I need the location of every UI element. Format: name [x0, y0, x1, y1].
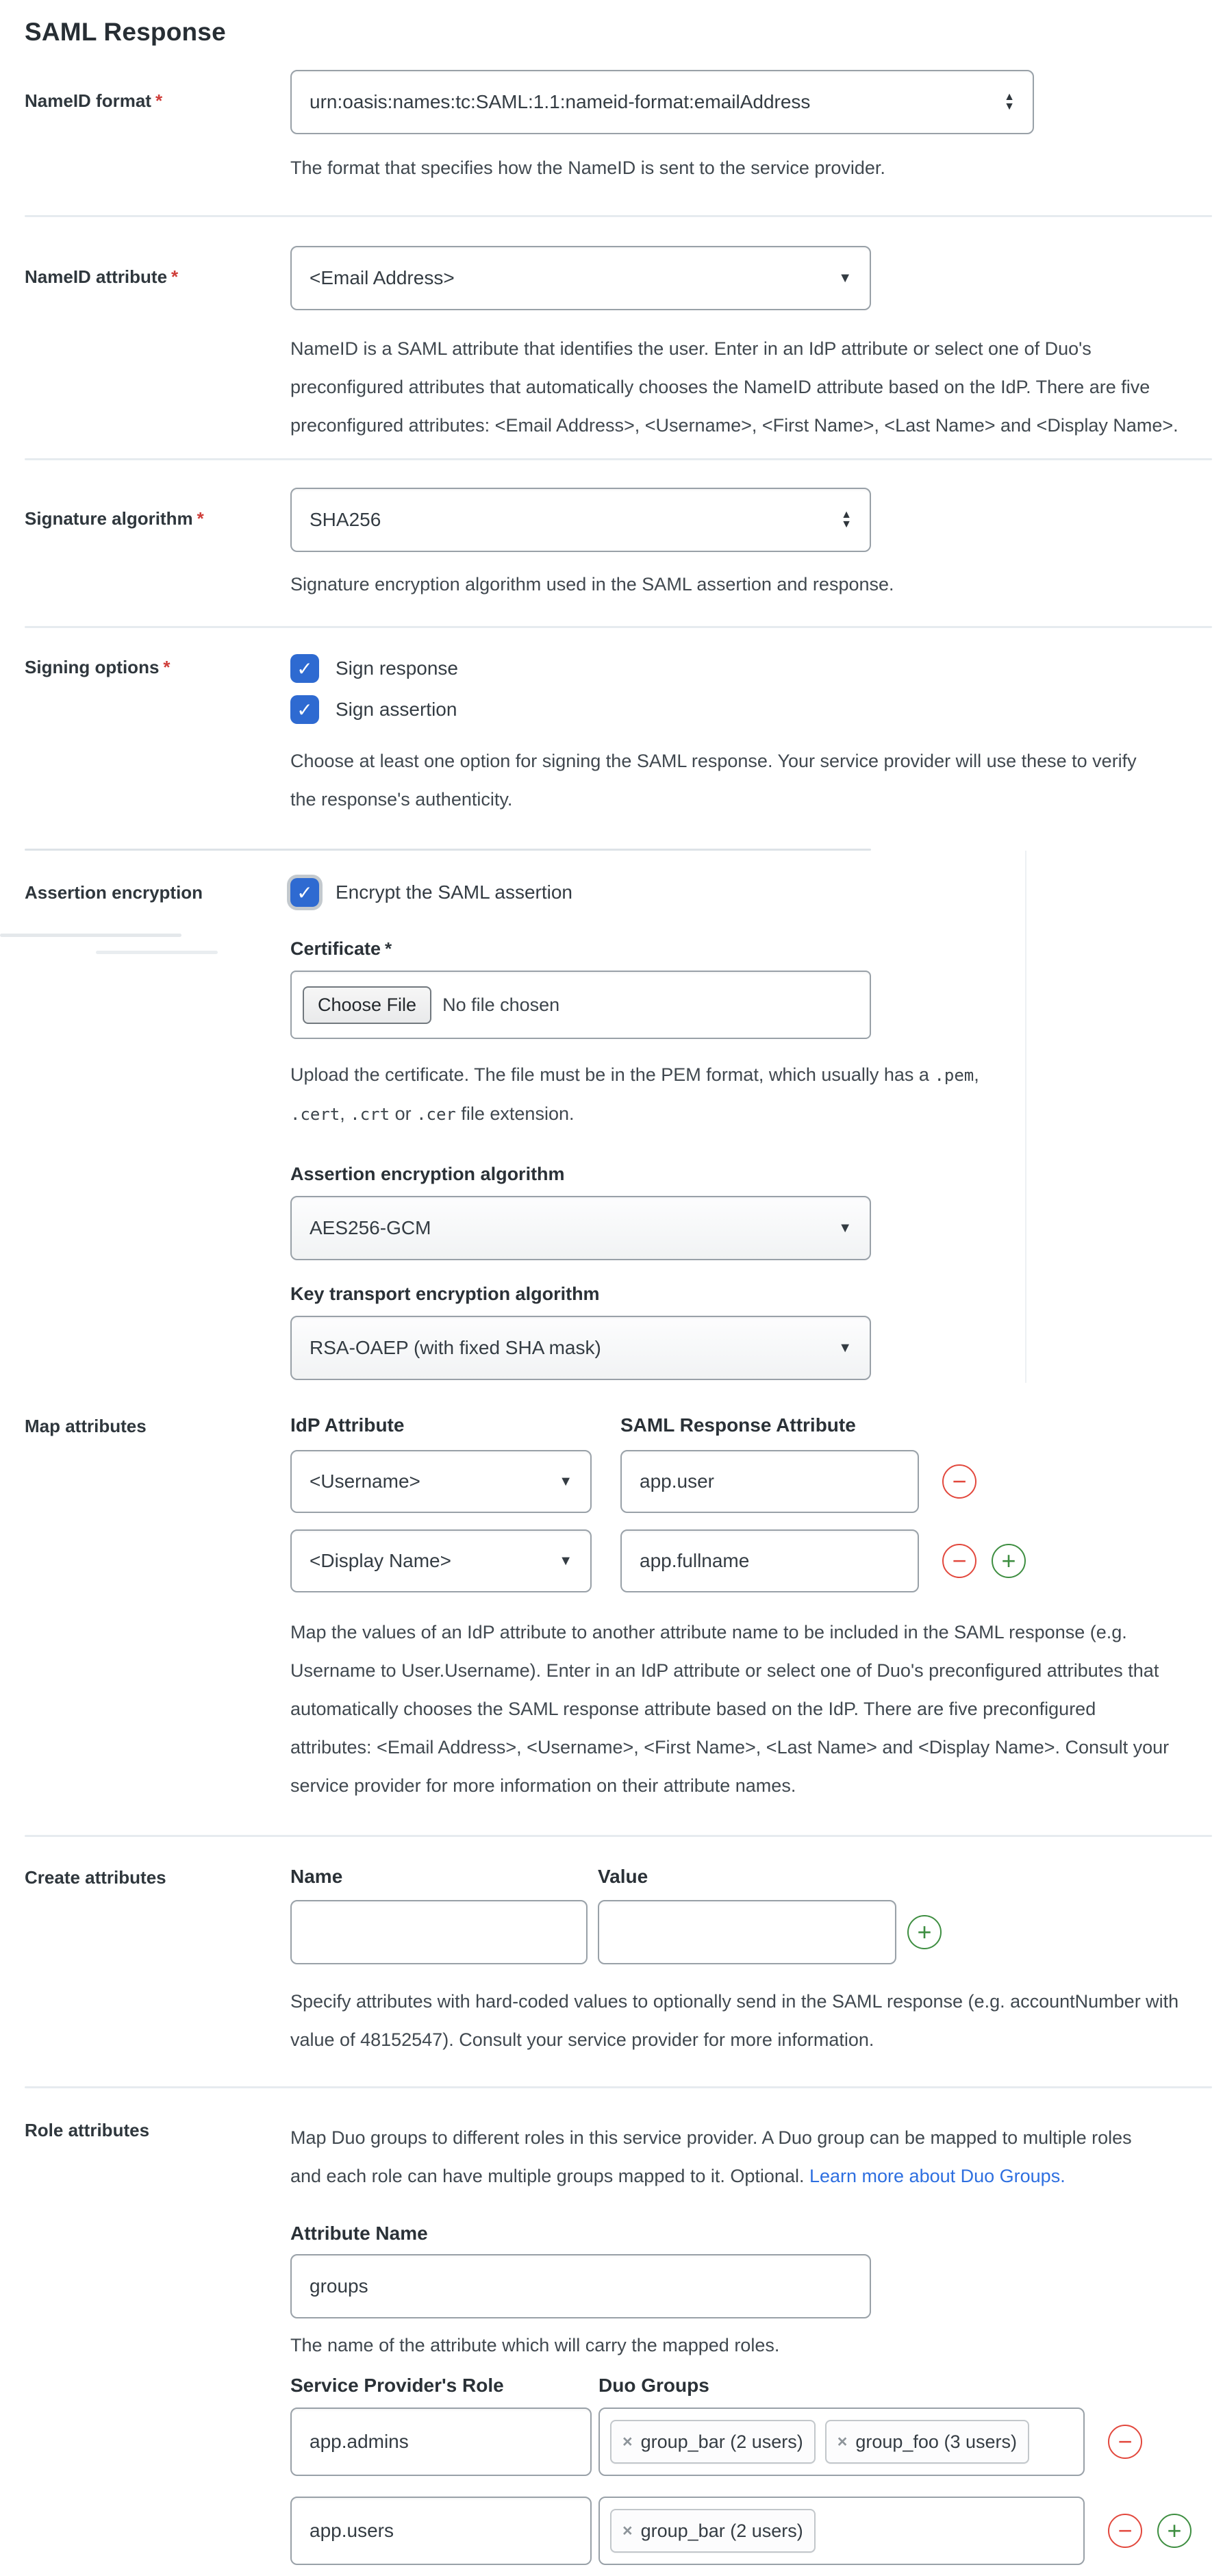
- sign-response-label: Sign response: [336, 658, 459, 679]
- section-map-attributes: [0, 1383, 1223, 1835]
- remove-row-button[interactable]: [1108, 2514, 1142, 2548]
- chevron-down-icon: ▼: [838, 1220, 852, 1236]
- select-arrows-icon: ▲ ▼: [841, 509, 852, 530]
- key-transport-algorithm-value: RSA-OAEP (with fixed SHA mask): [310, 1337, 601, 1358]
- section-role-attributes: [0, 2088, 1223, 2569]
- signature-algorithm-label-col: [0, 488, 290, 596]
- encrypt-assertion-row: [290, 878, 1223, 907]
- select-arrows-icon: ▲ ▼: [1004, 91, 1015, 112]
- file-extension: .pem: [934, 1066, 974, 1085]
- chevron-down-icon: ▼: [559, 1553, 572, 1568]
- assertion-encryption-algorithm-label: Assertion encryption algorithm: [290, 1164, 565, 1184]
- signing-options-label: Signing options: [25, 657, 160, 677]
- create-attributes-label-col: [0, 1866, 290, 2059]
- page-title: SAML Response: [25, 18, 226, 46]
- chevron-down-icon: ▼: [838, 1340, 852, 1355]
- signature-algorithm-label: Signature algorithm: [25, 508, 193, 529]
- section-nameid-format: [0, 47, 1223, 215]
- check-icon: ✓: [297, 699, 313, 721]
- map-attributes-label-col: [0, 1414, 290, 1805]
- file-extension: .crt: [350, 1105, 390, 1124]
- required-asterisk: *: [197, 508, 204, 529]
- section-nameid-attribute: [0, 217, 1223, 458]
- duo-groups-multiselect[interactable]: [598, 2408, 1085, 2476]
- learn-more-duo-groups-link[interactable]: Learn more about Duo Groups.: [809, 2166, 1066, 2186]
- check-icon: ✓: [297, 658, 313, 679]
- section-signing-options: [0, 628, 1223, 849]
- attribute-name-help: The name of the attribute which will carry the mapped roles.: [290, 2335, 780, 2355]
- add-row-button[interactable]: [992, 1544, 1026, 1578]
- minus-icon: −: [1118, 2427, 1133, 2455]
- group-tag-label: group_bar (2 users): [640, 2520, 803, 2541]
- sign-assertion-checkbox[interactable]: [290, 695, 319, 724]
- role-attributes-intro: Map Duo groups to different roles in this service provider. A Duo group can be mapped to multiple roles and each role can have multiple groups mapped to it. Optional. Learn more about Duo Groups.: [290, 2127, 1132, 2186]
- plus-icon: +: [1001, 1547, 1016, 1575]
- saml-response-attribute-header: SAML Response Attribute: [620, 1414, 856, 1436]
- create-attribute-row: [290, 1900, 1223, 1964]
- nameid-attribute-label: NameID attribute: [25, 266, 168, 287]
- service-provider-role-input[interactable]: [290, 2497, 592, 2565]
- group-tag-label: group_bar (2 users): [640, 2431, 803, 2452]
- plus-icon: +: [917, 1918, 932, 1946]
- key-transport-algorithm-label: Key transport encryption algorithm: [290, 1284, 600, 1304]
- remove-row-button[interactable]: [942, 1544, 976, 1578]
- map-attributes-label: Map attributes: [25, 1416, 147, 1436]
- sign-response-checkbox[interactable]: [290, 654, 319, 683]
- idp-attribute-header: IdP Attribute: [290, 1414, 405, 1436]
- signing-options-label-col: [0, 654, 290, 818]
- sign-assertion-row: [290, 695, 1223, 724]
- nameid-attribute-value: <Email Address>: [310, 267, 455, 288]
- idp-attribute-dropdown[interactable]: <Username> ▼: [290, 1450, 592, 1513]
- sign-response-row: [290, 654, 1223, 683]
- map-attribute-row: [290, 1450, 1223, 1513]
- section-signature-algorithm: [0, 460, 1223, 626]
- signature-algorithm-select[interactable]: [290, 488, 871, 552]
- assertion-encryption-algorithm-value: AES256-GCM: [310, 1217, 431, 1238]
- file-chosen-status: No file chosen: [442, 994, 560, 1015]
- required-asterisk: *: [155, 90, 163, 111]
- role-attribute-name-input[interactable]: [290, 2254, 871, 2318]
- section-assertion-encryption: [0, 851, 1223, 1383]
- add-row-button[interactable]: [907, 1915, 942, 1949]
- nameid-format-label: NameID format: [25, 90, 151, 111]
- certificate-asterisk: *: [385, 938, 392, 959]
- idp-attribute-dropdown[interactable]: <Display Name> ▼: [290, 1529, 592, 1592]
- nameid-format-label-col: [0, 70, 290, 179]
- file-extension: .cert: [290, 1105, 340, 1124]
- group-tag: [610, 2420, 816, 2464]
- decorative-line: [96, 951, 218, 954]
- certificate-label: Certificate: [290, 938, 381, 959]
- signing-options-help: Choose at least one option for signing the SAML response. Your service provider will use these to verify the response's authenticity.: [290, 751, 1137, 810]
- attribute-name-label: Attribute Name: [290, 2223, 428, 2244]
- remove-tag-icon[interactable]: ×: [837, 2431, 848, 2451]
- chevron-down-icon: ▼: [838, 270, 852, 286]
- sign-assertion-label: Sign assertion: [336, 699, 457, 720]
- duo-groups-header: Duo Groups: [598, 2375, 709, 2396]
- required-asterisk: *: [171, 266, 179, 287]
- nameid-attribute-label-col: [0, 246, 290, 445]
- nameid-format-select[interactable]: [290, 70, 1034, 134]
- certificate-help: Upload the certificate. The file must be in the PEM format, which usually has a .pem, .cert, .crt or .cer file extension.: [290, 1064, 979, 1124]
- chevron-down-icon: ▼: [559, 1473, 572, 1489]
- assertion-encryption-label: Assertion encryption: [25, 882, 203, 903]
- group-tag: [610, 2509, 816, 2553]
- nameid-attribute-dropdown[interactable]: [290, 246, 871, 310]
- create-attributes-help: Specify attributes with hard-coded values to optionally send in the SAML response (e.g. accountNumber with value of 48152547). Consult your service provider for more information.: [290, 1991, 1179, 2050]
- minus-icon: −: [952, 1467, 967, 1495]
- choose-file-button[interactable]: Choose File: [303, 986, 431, 1024]
- minus-icon: −: [1118, 2516, 1133, 2544]
- role-attributes-label-col: [0, 2118, 290, 2565]
- remove-row-button[interactable]: [942, 1464, 976, 1499]
- nameid-format-help: The format that specifies how the NameID is sent to the service provider.: [290, 158, 885, 178]
- duo-groups-multiselect[interactable]: [598, 2497, 1085, 2565]
- add-row-button[interactable]: [1157, 2514, 1192, 2548]
- certificate-file-input[interactable]: [290, 971, 871, 1039]
- signature-algorithm-value: SHA256: [310, 509, 381, 530]
- create-attributes-label: Create attributes: [25, 1867, 166, 1888]
- plus-icon: +: [1167, 2516, 1182, 2544]
- vertical-rule: [1025, 851, 1026, 1383]
- nameid-format-value: urn:oasis:names:tc:SAML:1.1:nameid-format:emailAddress: [310, 91, 811, 112]
- service-provider-role-input[interactable]: [290, 2408, 592, 2476]
- decorative-line: [0, 934, 181, 937]
- map-attributes-help: Map the values of an IdP attribute to another attribute name to be included in the SAML response (e.g. Username to User.Username). Enter in an IdP attribute or select one of Duo's preconfigured attributes that automatically chooses the SAML response attribute based on the IdP. There are five preconfigured attributes: <Email Address>, <Username>, <First Name>, <Last Name> and <Display Name>. Consult your service provider for more information on their attribute names.: [290, 1622, 1170, 1796]
- section-create-attributes: [0, 1837, 1223, 2086]
- remove-tag-icon[interactable]: ×: [622, 2431, 633, 2451]
- minus-icon: −: [952, 1547, 967, 1575]
- key-transport-algorithm-dropdown[interactable]: [290, 1316, 871, 1380]
- map-attribute-row: [290, 1529, 1223, 1592]
- value-header: Value: [598, 1866, 648, 1887]
- assertion-encryption-label-col: [0, 878, 290, 1380]
- encrypt-assertion-label: Encrypt the SAML assertion: [336, 881, 573, 903]
- saml-attribute-input[interactable]: [620, 1450, 919, 1513]
- assertion-encryption-algorithm-dropdown[interactable]: [290, 1196, 871, 1260]
- check-icon: ✓: [297, 881, 313, 903]
- name-header: Name: [290, 1866, 343, 1887]
- signature-algorithm-help: Signature encryption algorithm used in the SAML assertion and response.: [290, 574, 894, 595]
- role-attribute-row: [290, 2497, 1223, 2565]
- role-attributes-label: Role attributes: [25, 2120, 150, 2140]
- attribute-name-input[interactable]: [290, 1900, 588, 1964]
- nameid-attribute-help: NameID is a SAML attribute that identifies the user. Enter in an IdP attribute or select one of Duo's preconfigured attributes that automatically chooses the NameID attribute based on the IdP. There are five preconfigured attributes: <Email Address>, <Username>, <First Name>, <Last Name> and <Display Name>.: [290, 338, 1178, 436]
- service-provider-role-header: Service Provider's Role: [290, 2375, 504, 2396]
- file-extension: .cer: [416, 1105, 456, 1124]
- attribute-value-input[interactable]: [598, 1900, 896, 1964]
- required-asterisk: *: [163, 657, 171, 677]
- encrypt-assertion-checkbox[interactable]: [290, 878, 319, 907]
- role-attribute-row: [290, 2408, 1223, 2476]
- group-tag-label: group_foo (3 users): [855, 2431, 1017, 2452]
- group-tag: [825, 2420, 1029, 2464]
- remove-tag-icon[interactable]: ×: [622, 2521, 633, 2540]
- remove-row-button[interactable]: [1108, 2425, 1142, 2459]
- saml-attribute-input[interactable]: [620, 1529, 919, 1592]
